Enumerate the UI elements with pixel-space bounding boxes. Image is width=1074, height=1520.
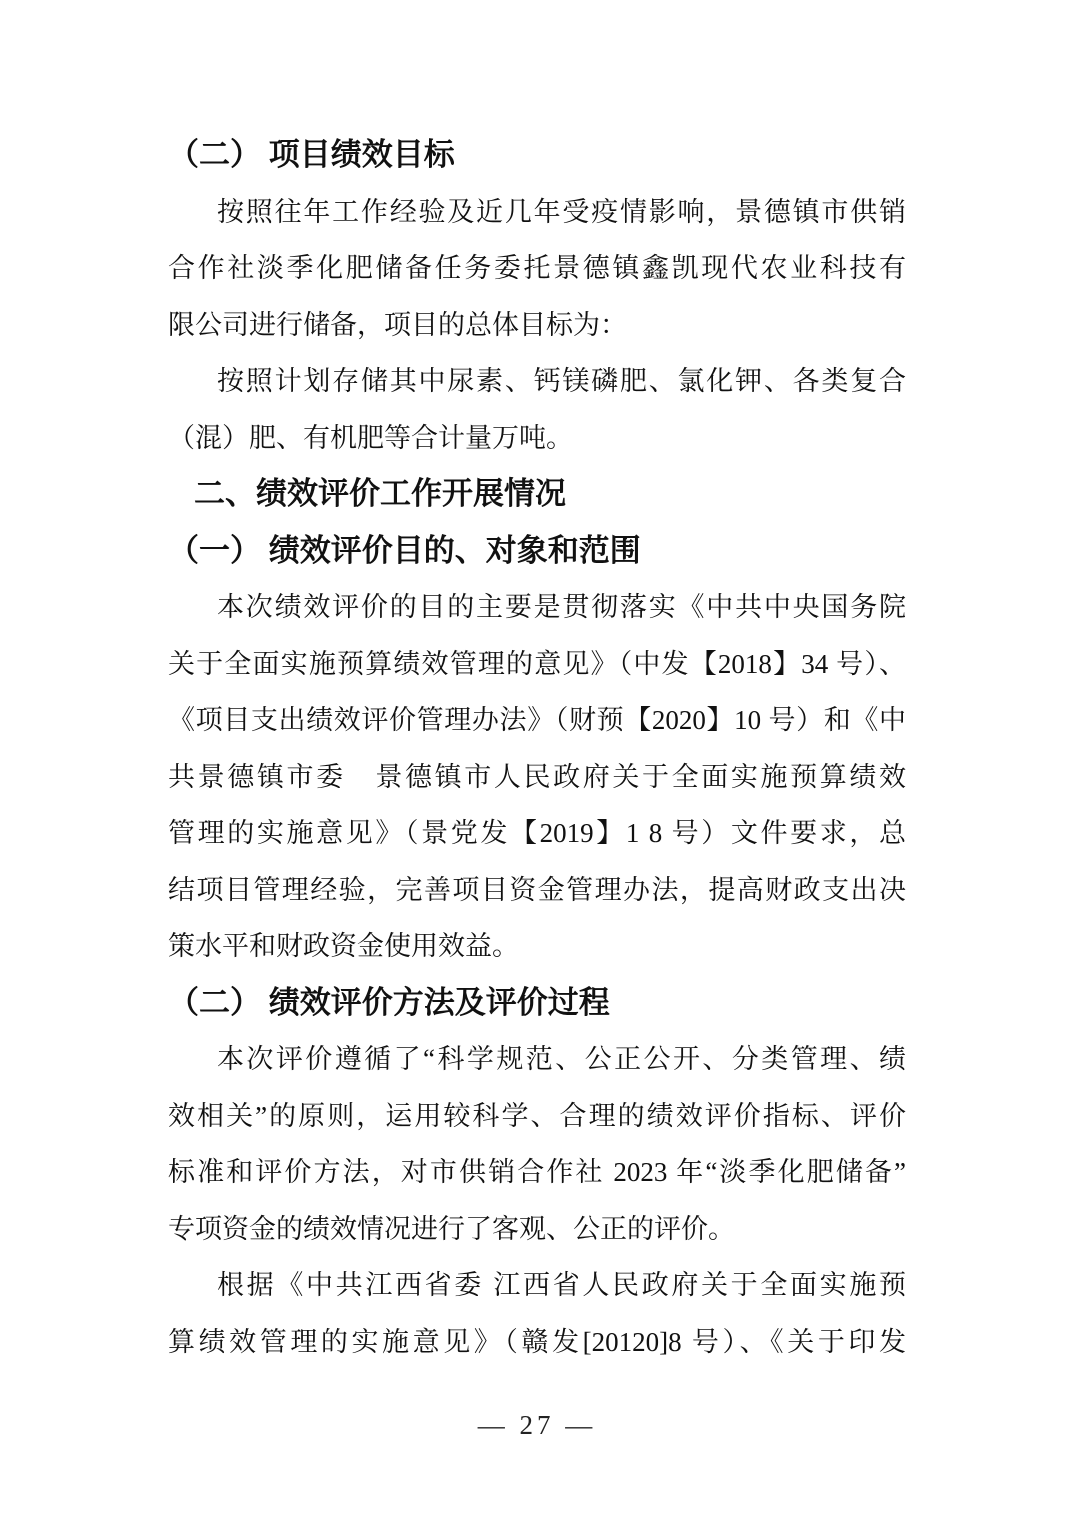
body-line: 结项目管理经验，完善项目资金管理办法，提高财政支出决 [168,874,906,905]
page-content [168,127,906,1370]
body-line: 《项目支出绩效评价管理办法》（财预【2020】10 号）和《中 [168,705,906,735]
body-line: 限公司进行储备，项目的总体目标为： [168,309,627,340]
heading-evaluation-method-process: （二） 绩效评价方法及评价过程 [168,984,610,1020]
heading-evaluation-work-overview: 二、绩效评价工作开展情况 [194,476,566,511]
body-line: 关于全面实施预算绩效管理的意见》（中发【2018】34 号）、 [168,648,906,679]
body-line: 按照计划存储其中尿素、钙镁磷肥、氯化钾、各类复合 [217,366,906,396]
body-line: 标准和评价方法，对市供销合作社 2023 年“淡季化肥储备” [168,1157,906,1187]
body-line: 管理的实施意见》（景党发【2019】1 8 号）文件要求，总 [168,818,906,848]
heading-project-performance-goal: （二） 项目绩效目标 [168,137,455,172]
body-line: （混）肥、有机肥等合计量万吨。 [168,422,573,453]
body-line: 本次评价遵循了“科学规范、公正公开、分类管理、绩 [217,1044,906,1074]
body-line: 共景德镇市委 景德镇市人民政府关于全面实施预算绩效 [168,761,906,792]
body-line: 专项资金的绩效情况进行了客观、公正的评价。 [168,1213,735,1244]
body-line: 策水平和财政资金使用效益。 [168,931,519,961]
body-line: 本次绩效评价的目的主要是贯彻落实《中共中央国务院 [217,592,906,622]
body-line: 效相关”的原则，运用较科学、合理的绩效评价指标、评价 [168,1100,906,1131]
heading-evaluation-purpose-scope: （一） 绩效评价目的、对象和范围 [168,532,641,568]
body-line: 按照往年工作经验及近几年受疫情影响，景德镇市供销 [217,196,906,227]
body-line: 算绩效管理的实施意见》（赣发[20120]8 号）、《关于印发 [168,1326,906,1357]
body-line: 根据《中共江西省委 江西省人民政府关于全面实施预 [217,1270,906,1300]
page-number: — 27 — [477,1410,597,1440]
body-line: 合作社淡季化肥储备任务委托景德镇鑫凯现代农业科技有 [168,253,906,283]
